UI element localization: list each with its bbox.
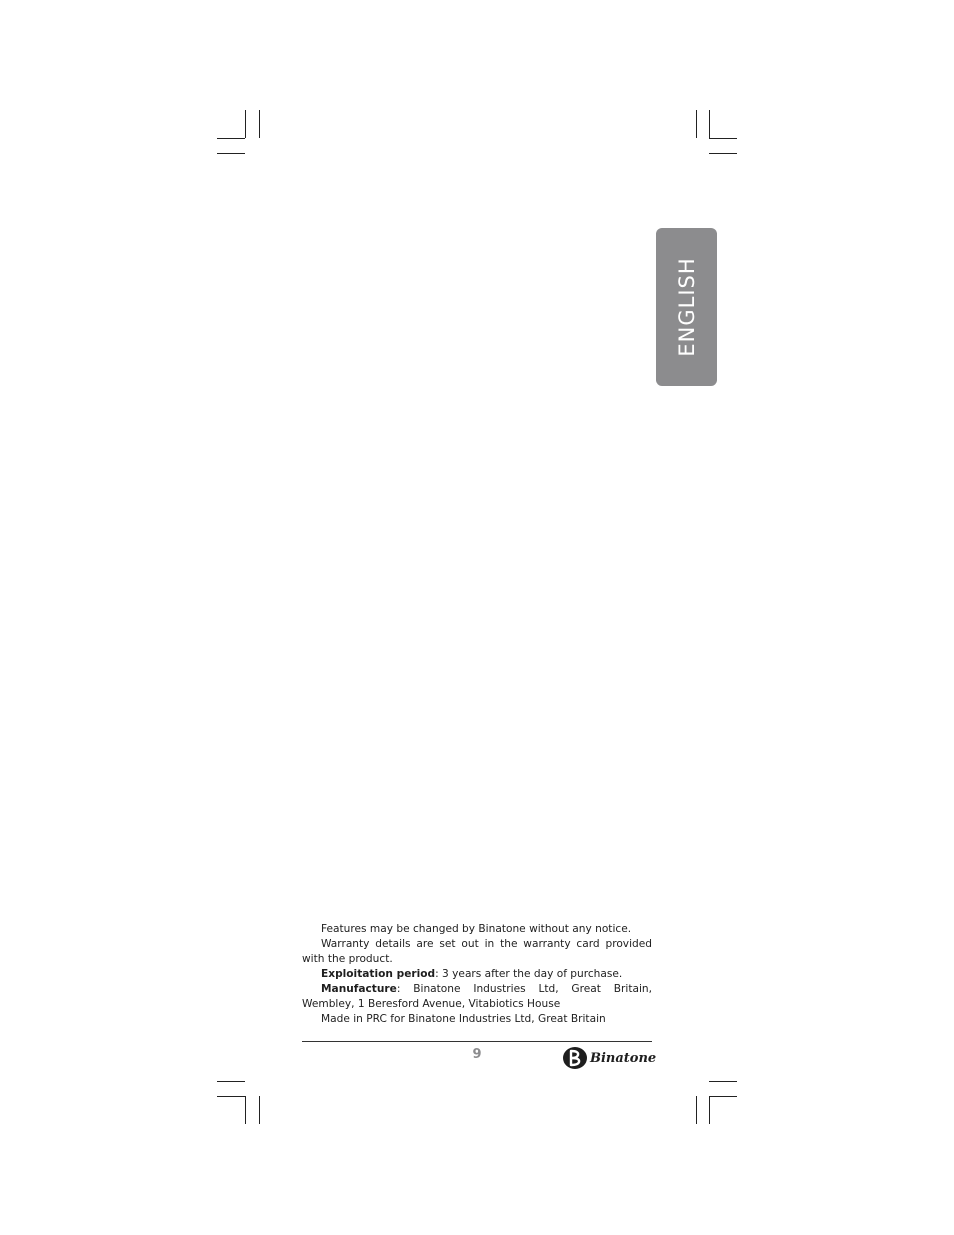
crop-mark [217,1096,245,1097]
page-number: 9 [472,1047,482,1062]
crop-mark [259,110,260,138]
made-in-notice: Made in PRC for Binatone Industries Ltd, Great Britain [321,1013,606,1025]
crop-mark [709,138,737,139]
binatone-logo [562,1045,656,1071]
binatone-logo-icon [562,1046,588,1070]
features-notice: Features may be changed by Binatone without any notice. [321,923,632,935]
crop-mark [709,1096,710,1124]
manufacture-label: Manufacture [321,983,397,995]
crop-mark [709,153,737,154]
language-tab [656,228,717,386]
language-tab-label: ENGLISH [674,257,699,357]
crop-mark [245,1096,246,1124]
crop-mark [259,1096,260,1124]
crop-mark [217,153,245,154]
crop-mark [245,110,246,138]
crop-mark [217,138,245,139]
crop-mark [696,110,697,138]
footer-rule [302,1041,652,1042]
manufacture-info [302,982,652,1012]
crop-mark [709,110,710,138]
crop-mark [217,1081,245,1082]
manufacture-value: : Binatone Industries Ltd, Great Britain, Wembley, 1 Beresford Avenue, Vitabiotics House [302,983,652,1010]
logo-wordmark: Binatone [590,1050,657,1066]
exploitation-label: Exploitation period [321,968,436,980]
legal-text-block [302,922,652,1027]
crop-mark [709,1081,737,1082]
crop-mark [709,1096,737,1097]
exploitation-value: : 3 years after the day of purchase. [435,968,623,980]
exploitation-period [302,967,652,982]
warranty-notice: Warranty details are set out in the warranty card provided with the product. [302,938,652,965]
crop-mark [696,1096,697,1124]
